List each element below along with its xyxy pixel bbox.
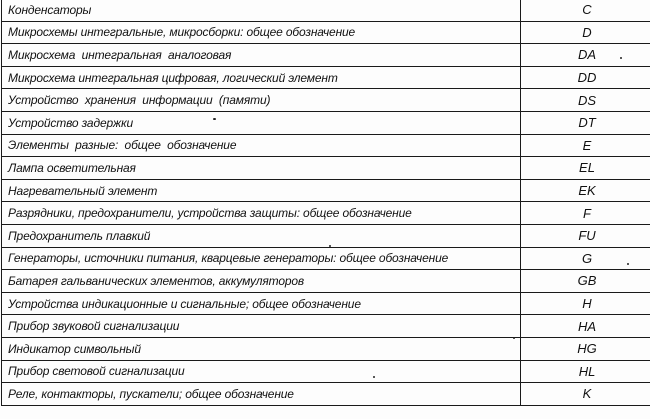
scan-speck bbox=[329, 245, 331, 247]
row-description: Устройства индикационные и сигнальные; общее обозначение bbox=[2, 292, 521, 315]
table-row bbox=[2, 315, 650, 338]
table-row bbox=[2, 179, 650, 202]
row-code: K bbox=[521, 383, 650, 406]
row-description: Микросхемы интегральные, микросборки: общее обозначение bbox=[2, 21, 521, 44]
row-description: Конденсаторы bbox=[2, 0, 521, 21]
table-row bbox=[2, 111, 650, 134]
row-description: Нагревательный элемент bbox=[2, 179, 521, 202]
row-code: EL bbox=[521, 157, 650, 180]
row-code: D bbox=[521, 21, 650, 44]
table-row bbox=[2, 44, 650, 67]
row-code: GB bbox=[521, 270, 650, 293]
scan-speck bbox=[213, 118, 216, 120]
row-description: Индикатор символьный bbox=[2, 337, 521, 360]
scan-speck bbox=[513, 337, 515, 339]
row-code: HA bbox=[521, 315, 650, 338]
row-description: Прибор звуковой сигнализации bbox=[2, 315, 521, 338]
row-code: EK bbox=[521, 179, 650, 202]
row-code: G bbox=[521, 247, 650, 270]
row-code: HL bbox=[521, 360, 650, 383]
table-body bbox=[2, 0, 650, 405]
row-code: DA bbox=[521, 44, 650, 67]
row-description: Генераторы, источники питания, кварцевые генераторы: общее обозначение bbox=[2, 247, 521, 270]
table-row bbox=[2, 0, 650, 21]
row-description: Предохранитель плавкий bbox=[2, 224, 521, 247]
row-description: Разрядники, предохранители, устройства защиты: общее обозначение bbox=[2, 202, 521, 225]
table-row bbox=[2, 247, 650, 270]
table-row bbox=[2, 292, 650, 315]
scan-speck bbox=[627, 263, 629, 265]
table-row bbox=[2, 337, 650, 360]
table-row bbox=[2, 360, 650, 383]
table-row bbox=[2, 66, 650, 89]
row-code: F bbox=[521, 202, 650, 225]
designation-table bbox=[1, 0, 650, 406]
table-row bbox=[2, 134, 650, 157]
table-row bbox=[2, 224, 650, 247]
table-row bbox=[2, 202, 650, 225]
row-code: DS bbox=[521, 89, 650, 112]
table-row bbox=[2, 21, 650, 44]
row-description: Устройство задержки bbox=[2, 111, 521, 134]
row-code: FU bbox=[521, 224, 650, 247]
row-description: Микросхема интегральная аналоговая bbox=[2, 44, 521, 67]
row-code: E bbox=[521, 134, 650, 157]
row-description: Батарея гальванических элементов, аккумуляторов bbox=[2, 270, 521, 293]
row-code: C bbox=[521, 0, 650, 21]
row-description: Реле, контакторы, пускатели; общее обозначение bbox=[2, 383, 521, 406]
table-row bbox=[2, 157, 650, 180]
scan-speck bbox=[620, 57, 622, 59]
table-row bbox=[2, 270, 650, 293]
row-description: Лампа осветительная bbox=[2, 157, 521, 180]
row-code: DD bbox=[521, 66, 650, 89]
table-row bbox=[2, 89, 650, 112]
row-description: Устройство хранения информации (памяти) bbox=[2, 89, 521, 112]
row-code: HG bbox=[521, 337, 650, 360]
row-code: DT bbox=[521, 111, 650, 134]
row-description: Прибор световой сигнализации bbox=[2, 360, 521, 383]
row-description: Микросхема интегральная цифровая, логический элемент bbox=[2, 66, 521, 89]
table-row bbox=[2, 383, 650, 406]
row-description: Элементы разные: общее обозначение bbox=[2, 134, 521, 157]
scan-speck bbox=[373, 376, 375, 378]
row-code: H bbox=[521, 292, 650, 315]
